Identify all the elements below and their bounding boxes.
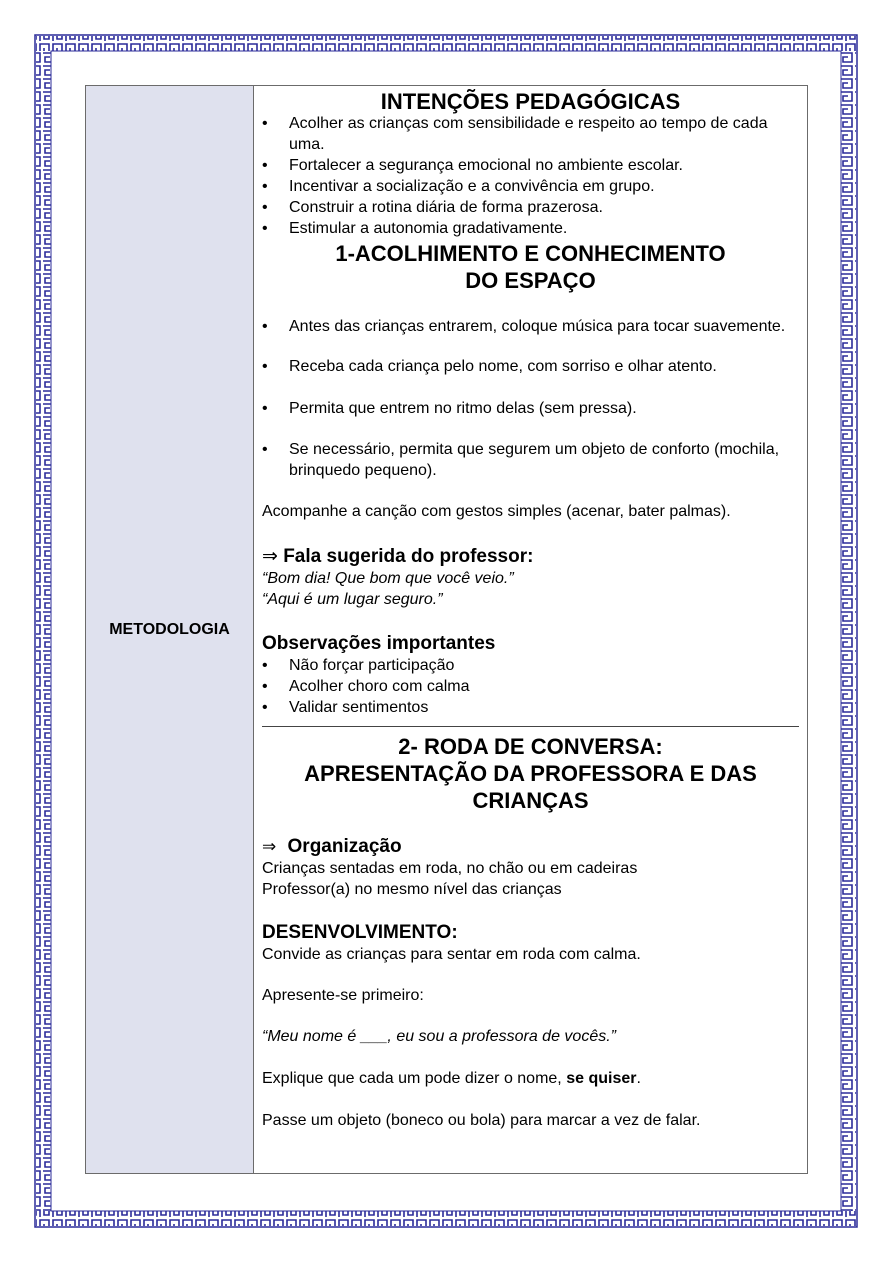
intencoes-title: INTENÇÕES PEDAGÓGICAS (380, 89, 681, 114)
list-item: • Acolher as crianças com sensibilidade e respeito ao tempo de cada uma. (262, 113, 799, 155)
fala-professora (262, 1026, 799, 1047)
secao2-title-line3: CRIANÇAS (472, 788, 589, 813)
fala-line: “Bom dia! Que bom que você veio.” (262, 570, 514, 587)
content-cell (254, 86, 807, 1173)
fala-line: “Aqui é um lugar seguro.” (262, 591, 443, 608)
secao1-paragraph: Acompanhe a canção com gestos simples (acenar, bater palmas). (262, 503, 731, 520)
section-label-cell (86, 86, 254, 1173)
secao1-title-line1: 1-ACOLHIMENTO E CONHECIMENTO (335, 241, 726, 266)
fala-part: “Meu nome é (262, 1028, 361, 1045)
section-label: METODOLOGIA (109, 620, 230, 638)
secao1-list (262, 316, 799, 481)
organizacao-title: Organização (287, 836, 402, 857)
passe-line: Passe um objeto (boneco ou bola) para marcar a vez de falar. (262, 1112, 701, 1129)
arrow-right-icon: ⇒ (262, 837, 277, 856)
list-item: • Fortalecer a segurança emocional no ambiente escolar. (262, 155, 799, 176)
secao1-title-line2: DO ESPAÇO (465, 268, 596, 293)
organizacao-heading (262, 836, 799, 858)
section-divider (262, 726, 799, 727)
organizacao-line: Professor(a) no mesmo nível das crianças (262, 881, 562, 898)
explique-bold: se quiser (566, 1070, 637, 1087)
list-item: • Acolher choro com calma (262, 676, 799, 697)
list-item: • Se necessário, permita que segurem um objeto de conforto (mochila, brinquedo pequeno). (262, 439, 799, 481)
fala-title: Fala sugerida do professor: (283, 546, 534, 567)
list-item: • Incentivar a socialização e a convivência em grupo. (262, 176, 799, 197)
secao2-title-line2: APRESENTAÇÃO DA PROFESSORA E DAS (304, 761, 757, 786)
list-item: • Antes das crianças entrarem, coloque música para tocar suavemente. (262, 316, 799, 337)
list-item-text: Estimular a autonomia gradativamente. (289, 220, 568, 237)
list-item: • Não forçar participação (262, 655, 799, 676)
intencoes-list (262, 113, 799, 239)
list-item: • Construir a rotina diária de forma prazerosa. (262, 197, 799, 218)
obs-title: Observações importantes (262, 633, 496, 654)
secao2-title (262, 733, 799, 814)
secao2-title-line1: 2- RODA DE CONVERSA: (398, 734, 663, 759)
desenvolvimento-line: Apresente-se primeiro: (262, 987, 424, 1004)
explique-part: . (636, 1070, 641, 1087)
list-item (262, 218, 799, 239)
arrow-right-icon: ⇒ (262, 546, 278, 567)
fala-heading (262, 546, 799, 568)
obs-list (262, 655, 799, 718)
blank-line: ___ (360, 1028, 388, 1045)
list-item: • Validar sentimentos (262, 697, 799, 718)
desenvolvimento-title: DESENVOLVIMENTO: (262, 922, 458, 943)
methodology-table (85, 85, 808, 1174)
explique-line (262, 1068, 799, 1089)
desenvolvimento-line: Convide as crianças para sentar em roda com calma. (262, 946, 641, 963)
secao1-title (262, 240, 799, 294)
list-item: • Permita que entrem no ritmo delas (sem pressa). (262, 398, 799, 419)
list-item: • Receba cada criança pelo nome, com sorriso e olhar atento. (262, 356, 799, 377)
explique-part: Explique que cada um pode dizer o nome, (262, 1070, 567, 1087)
organizacao-line: Crianças sentadas em roda, no chão ou em cadeiras (262, 860, 638, 877)
fala-part: , eu sou a professora de vocês.” (387, 1028, 616, 1045)
